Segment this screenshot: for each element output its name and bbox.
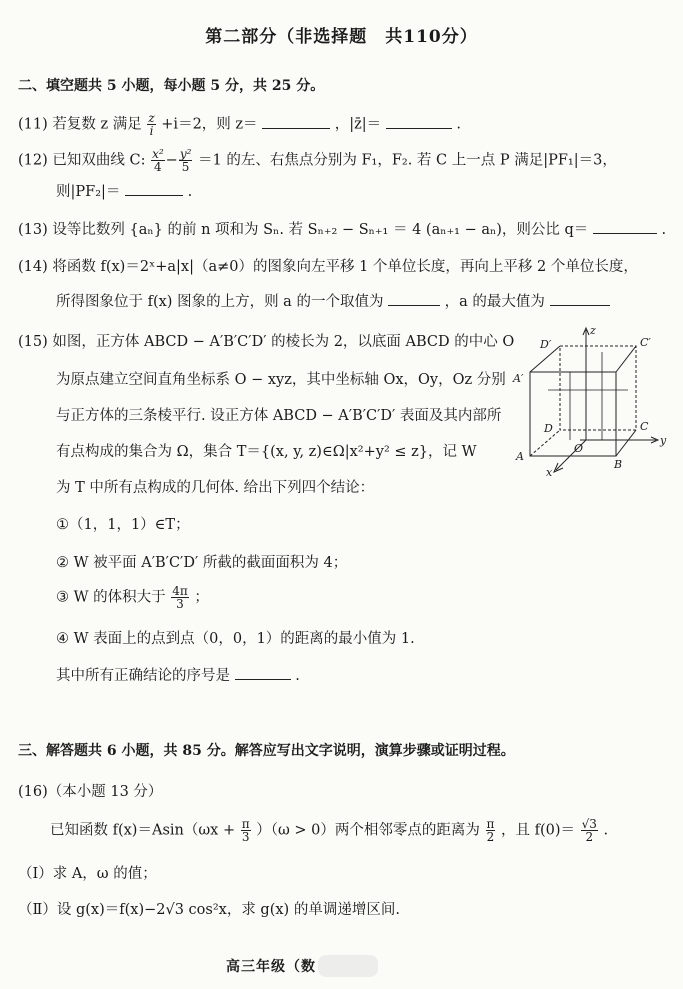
q16-given-c: ，且 f(0)＝ (501, 822, 576, 839)
q11-fraction (147, 112, 155, 137)
q12-f2-num: y² (179, 147, 192, 161)
q16-dist-num: π (486, 817, 495, 831)
q11-text-d: . (456, 116, 462, 133)
label-b: B (614, 458, 623, 471)
q15-blank[interactable] (235, 667, 291, 680)
cube-figure (508, 322, 676, 480)
cube-front-face (530, 372, 616, 456)
q16-given-b: ）（ω > 0）两个相邻零点的距离为 (256, 822, 480, 839)
q15-ask (56, 664, 300, 685)
q12-minus: − (165, 152, 178, 169)
q11-blank-1[interactable] (262, 116, 330, 129)
q12-text-b: ＝1 的左、右焦点分别为 F₁，F₂. 若 C 上一点 P 满足|PF₁|＝3， (198, 152, 617, 169)
q11-text-c: ，|z̄|＝ (334, 116, 382, 133)
page-title: 第二部分（非选择题 共110分） (205, 27, 478, 47)
q16-f0-num: √3 (581, 817, 597, 831)
q12-fraction-2 (179, 148, 193, 173)
q12-line2-b: . (187, 184, 193, 200)
q13-text-a: 设等比数列 {aₙ} 的前 n 项和为 Sₙ. 若 Sₙ₊₂ − Sₙ₊₁ ＝ 4 (aₙ₊₁ − aₙ)，则公比 q＝ (52, 222, 589, 238)
q16-given-d: . (603, 822, 609, 839)
q12-f2-den: 5 (181, 160, 190, 174)
section2-header: 二、填空题共 5 小题，每小题 5 分，共 25 分。 (18, 78, 325, 94)
q11-label: (11) (18, 116, 48, 133)
edge-b1-c1 (616, 346, 636, 372)
q16-given-a: 已知函数 f(x)＝Asin（ωx + (50, 822, 236, 839)
q16-part-1: （Ⅰ）求 A，ω 的值； (18, 866, 157, 882)
q15-conclusion-2: ② W 被平面 A′B′C′D′ 所截的截面面积为 4； (56, 555, 348, 571)
q15-c3-den: 3 (176, 597, 184, 611)
label-a-prime: A′ (513, 372, 524, 385)
q14-blank-1[interactable] (388, 293, 440, 306)
q12-blank[interactable] (125, 183, 183, 196)
label-o: O (574, 442, 584, 455)
q15-conclusion-4: ④ W 表面上的点到点（0，0，1）的距离的最小值为 1. (56, 631, 415, 647)
q15-line2: 为原点建立空间直角坐标系 O − xyz，其中坐标轴 Ox，Oy，Oz 分别 (56, 372, 506, 388)
q11-text-a: 若复数 z 满足 (52, 116, 142, 133)
q12-f1-den: 4 (154, 160, 162, 174)
q14-label: (14) (18, 259, 48, 275)
label-z: z (590, 324, 596, 337)
q16-pi-over-3 (241, 818, 251, 843)
label-c: C (640, 420, 649, 433)
question-13 (18, 218, 666, 239)
q14-line2-a: 所得图象位于 f(x) 图象的上方，则 a 的一个取值为 (56, 294, 384, 310)
q11-frac-den: i (149, 124, 154, 138)
label-a: A (516, 450, 524, 463)
q12-text-a: 已知双曲线 C: (52, 152, 146, 169)
q15-c3-text-a: ③ W 的体积大于 (56, 589, 166, 606)
q15-ask-b: . (295, 668, 300, 684)
q12-fraction-1 (151, 148, 165, 173)
q15-conclusion-1: ①（1，1，1）∈T； (56, 517, 190, 533)
question-12-line2 (56, 180, 192, 201)
q16-sqrt3-over-2 (581, 818, 598, 843)
q15-c3-fraction (171, 585, 189, 610)
section3-header: 三、解答题共 6 小题，共 85 分。解答应写出文字说明，演算步骤或证明过程。 (18, 743, 515, 759)
question-15 (18, 330, 514, 351)
q13-blank[interactable] (593, 221, 657, 234)
q15-label: (15) (18, 334, 48, 350)
q14-blank-2[interactable] (550, 293, 610, 306)
q14-line2-b: ，a 的最大值为 (444, 294, 545, 310)
q13-text-b: . (661, 222, 667, 238)
q15-conclusion-3 (56, 585, 209, 610)
question-14 (18, 255, 638, 276)
q16-label: (16)（本小题 13 分） (18, 784, 163, 800)
footer-grade: 高三年级（数 (226, 959, 316, 975)
cube-back-face (560, 346, 636, 430)
q15-c3-num: 4π (172, 584, 188, 598)
q12-line2-a: 则|PF₂|＝ (56, 184, 121, 200)
q15-line5: 为 T 中所有点构成的几何体. 给出下列四个结论： (56, 480, 375, 496)
q14-line1: 将函数 f(x)＝2ˣ+a|x|（a≠0）的图象向左平移 1 个单位长度，再向上平移 2 个单位长度， (52, 259, 638, 275)
q16-pi-over-2 (486, 818, 496, 843)
q16-part-2: （Ⅱ）设 g(x)＝f(x)−2√3 cos²x，求 g(x) 的单调递增区间. (18, 902, 400, 918)
question-11 (18, 112, 461, 137)
q15-ask-a: 其中所有正确结论的序号是 (56, 668, 230, 684)
watermark-blur (318, 955, 378, 977)
q16-pi-den: 3 (241, 830, 250, 844)
q12-label: (12) (18, 152, 48, 169)
q11-frac-num: z (148, 111, 155, 125)
q11-blank-2[interactable] (386, 116, 452, 129)
label-x: x (546, 466, 553, 479)
q15-c3-text-b: ； (194, 589, 209, 606)
label-y: y (660, 434, 667, 447)
q15-line4: 有点构成的集合为 Ω，集合 T＝{(x, y, z)∈Ω|x²+y² ≤ z}，记 W (56, 444, 477, 460)
edge-b-c (616, 430, 636, 456)
question-14-line2 (56, 290, 610, 311)
question-12 (18, 148, 617, 173)
label-c-prime: C′ (640, 336, 651, 349)
q16-given (50, 818, 608, 843)
q11-text-b: +i＝2，则 z＝ (161, 116, 258, 133)
q16-f0-den: 2 (585, 830, 594, 844)
q13-label: (13) (18, 222, 48, 238)
q15-line3: 与正方体的三条棱平行. 设正方体 ABCD − A′B′C′D′ 表面及其内部所 (56, 408, 502, 424)
label-d: D (544, 422, 553, 435)
q16-dist-den: 2 (486, 830, 495, 844)
q15-line1: 如图，正方体 ABCD − A′B′C′D′ 的棱长为 2，以底面 ABCD 的中心 O (52, 334, 515, 350)
label-d-prime: D′ (540, 338, 552, 351)
q16-pi-num: π (241, 817, 250, 831)
q12-f1-num: x² (152, 147, 164, 161)
